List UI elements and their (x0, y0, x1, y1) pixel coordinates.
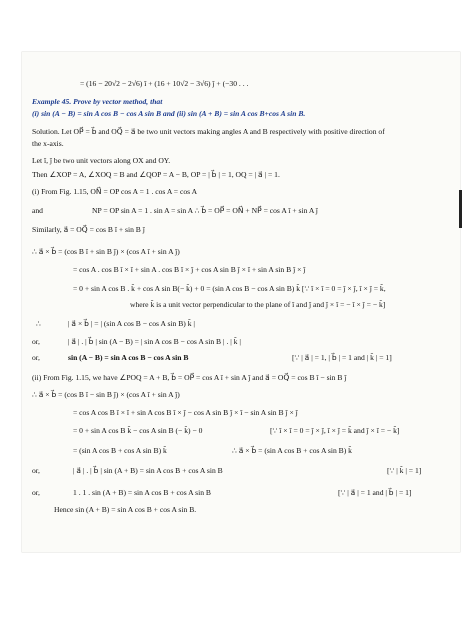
simplified-ii-reason: [∵ î × î = 0 = ĵ × ĵ, î × ĵ = k̂ and ĵ × î = − k̂] (270, 426, 400, 435)
expansion-line: = cos A . cos B î × î + sin A . cos B î × ĵ + cos A sin B ĵ × î + sin A sin B ĵ × ĵ (73, 265, 306, 274)
simplified-ii-line: = 0 + sin A cos B k̂ − cos A sin B (− k̂) − 0 (73, 426, 203, 435)
solution-line-2: the x-axis. (32, 139, 64, 148)
therefore-ii-line: ∴ a⃗ × b⃗ = (sin A cos B + cos A sin B) k̂ (232, 446, 352, 455)
final-step-reason: [∵ | a⃗ | = 1 and | b⃗ | = 1] (338, 488, 412, 497)
carried-over-result: = (16 − 20√2 − 2√6) î + (16 + 10√2 − 3√6) ĵ + (−30 . . . (80, 79, 249, 88)
where-line: where k̂ is a unit vector perpendicular to the plane of î and ĵ and ĵ × î = − î × ĵ = − k̂] (130, 300, 386, 309)
part-ii-line: (ii) From Fig. 1.15, we have ∠POQ = A + B, b⃗ = OP⃗ = cos A î + sin A ĵ and a⃗ = OQ⃗ = cos B î − sin B ĵ (32, 373, 347, 382)
cross-product-ii-line: ∴ a⃗ × b⃗ = (cos B î − sin B ĵ) × (cos A î + sin A ĵ) (32, 390, 180, 399)
solution-line-1: Solution. Let OP⃗ = b⃗ and OQ⃗ = a⃗ be two unit vectors making angles A and B respectively with positive direction of (32, 127, 385, 136)
or-label-3: or, (32, 466, 40, 475)
part-i-line: (i) From Fig. 1.15, ON⃗ = OP cos A = 1 . cos A = cos A (32, 187, 198, 196)
or-label-4: or, (32, 488, 40, 497)
unit-vectors-line: Let î, ĵ be two unit vectors along OX and OY. (32, 156, 171, 165)
magnitude-ii-line: | a⃗ | . | b⃗ | sin (A + B) = sin A cos B + cos A sin B (73, 466, 223, 475)
final-step-line: 1 . 1 . sin (A + B) = sin A cos B + cos A sin B (73, 488, 211, 497)
similarly-line: Similarly, a⃗ = OQ⃗ = cos B î + sin B ĵ (32, 225, 145, 234)
magnitude-expanded-line: | a⃗ | . | b⃗ | sin (A − B) = | sin A cos B − cos A sin B | . | k̂ | (68, 337, 241, 346)
expansion-ii-line: = cos A cos B î × î + sin A cos B î × ĵ − cos A sin B ĵ × î − sin A sin B ĵ × ĵ (73, 408, 298, 417)
therefore-sign: ∴ (36, 319, 41, 328)
result-i-reason: [∵ | a⃗ | = 1, | b⃗ | = 1 and | k̂ | = 1] (292, 353, 392, 362)
simplified-line: = 0 + sin A cos B . k̂ + cos A sin B(− k̂) + 0 = (sin A cos B − cos A sin B) k̂ [∵ î × î = 0 = ĵ × ĵ, î × ĵ = k̂, (73, 284, 386, 293)
example-heading: Example 45. Prove by vector method, that (32, 97, 163, 106)
page-edge-mark (459, 190, 462, 228)
magnitude-ii-reason: [∵ | k̂ | = 1] (387, 466, 422, 475)
hence-conclusion: Hence sin (A + B) = sin A cos B + cos A sin B. (54, 505, 197, 514)
and-label: and (32, 206, 43, 215)
magnitude-line: | a⃗ × b⃗ | = | (sin A cos B − cos A sin B) k̂ | (68, 319, 195, 328)
or-label-2: or, (32, 353, 40, 362)
collected-ii-line: = (sin A cos B + cos A sin B) k̂ (73, 446, 167, 455)
cross-product-line: ∴ a⃗ × b⃗ = (cos B î + sin B ĵ) × (cos A î + sin A ĵ) (32, 247, 180, 256)
angles-line: Then ∠XOP = A, ∠XOQ = B and ∠QOP = A − B, OP = | b⃗ | = 1, OQ = | a⃗ | = 1. (32, 170, 280, 179)
np-line: NP = OP sin A = 1 . sin A = sin A ∴ b⃗ = OP⃗ = ON⃗ + NP⃗ = cos A î + sin A ĵ (92, 206, 318, 215)
or-label-1: or, (32, 337, 40, 346)
example-statement: (i) sin (A − B) = sin A cos B − cos A sin B and (ii) sin (A + B) = sin A cos B+cos A sin B. (32, 109, 306, 118)
result-i: sin (A − B) = sin A cos B − cos A sin B (68, 353, 189, 362)
